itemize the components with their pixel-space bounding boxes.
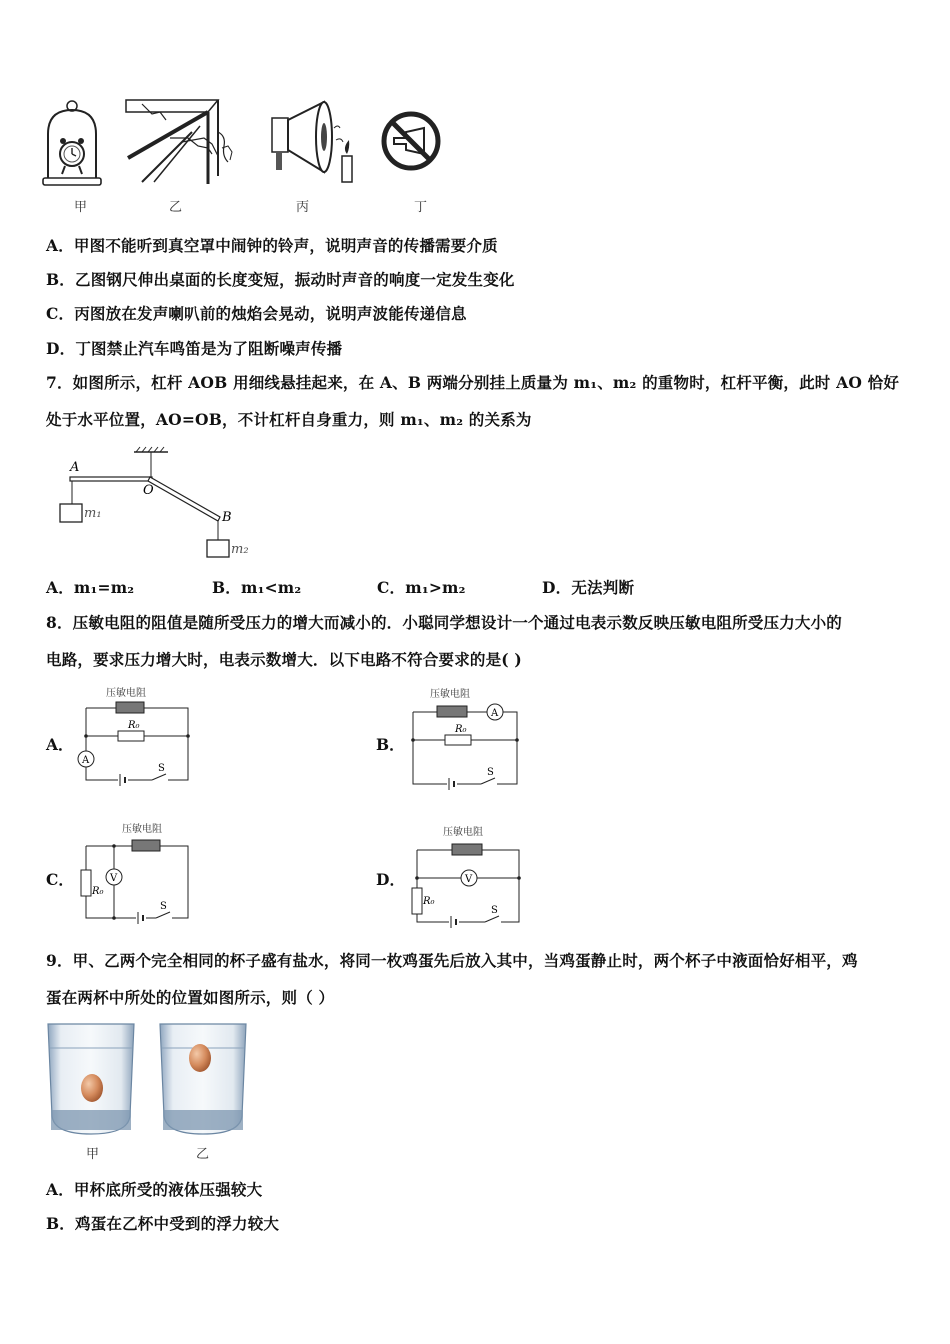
q9-caption-jia: 甲 bbox=[86, 1147, 100, 1162]
ammeter-icon: A bbox=[491, 708, 499, 719]
circuit-d-figure bbox=[405, 822, 529, 928]
glass-jia-egg-figure bbox=[46, 1022, 136, 1138]
sensor-label: 压敏电阻 bbox=[106, 688, 146, 699]
q9-stem-line1: 9．甲、乙两个完全相同的杯子盛有盐水，将同一枚鸡蛋先后放入其中，当鸡蛋静止时，两个杯子中液面恰好相平，鸡 bbox=[46, 951, 858, 970]
sensor-label: 压敏电阻 bbox=[122, 824, 162, 835]
switch-label: S bbox=[487, 767, 494, 778]
q9-caption-yi: 乙 bbox=[196, 1147, 210, 1162]
ruler-desk-figure bbox=[122, 96, 240, 188]
speaker-candle-figure bbox=[268, 98, 358, 186]
q8-stem-line2: 电路，要求压力增大时，电表示数增大．以下电路不符合要求的是( ) bbox=[46, 650, 522, 669]
figure-caption-jia: 甲 bbox=[74, 200, 88, 215]
lever-label-a: A bbox=[70, 460, 80, 475]
q9-stem-line2: 蛋在两杯中所处的位置如图所示，则（ ） bbox=[46, 988, 335, 1007]
switch-label: S bbox=[158, 763, 165, 774]
q8-stem-line1: 8．压敏电阻的阻值是随所受压力的增大而减小的．小聪同学想设计一个通过电表示数反映压敏电阻所受压力大小的 bbox=[46, 613, 842, 632]
q6-option-b: B．乙图钢尺伸出桌面的长度变短，振动时声音的响度一定发生变化 bbox=[46, 270, 515, 289]
mass-label-m2: m₂ bbox=[231, 542, 249, 557]
q7-stem-line1: 7．如图所示，杠杆 AOB 用细线悬挂起来，在 A、B 两端分别挂上质量为 m₁、m₂ 的重物时，杠杆平衡，此时 AO 恰好 bbox=[46, 373, 900, 392]
q9-option-b: B．鸡蛋在乙杯中受到的浮力较大 bbox=[46, 1214, 280, 1233]
no-horn-sign-icon bbox=[380, 100, 442, 182]
q8-option-b-label: B． bbox=[376, 735, 405, 754]
figure-caption-ding: 丁 bbox=[414, 200, 428, 215]
r0-label: R₀ bbox=[92, 886, 104, 897]
q7-stem-line2: 处于水平位置，AO=OB，不计杠杆自身重力，则 m₁、m₂ 的关系为 bbox=[46, 410, 532, 429]
q9-option-a: A．甲杯底所受的液体压强较大 bbox=[46, 1180, 263, 1199]
q7-option-d: D．无法判断 bbox=[542, 578, 635, 597]
switch-label: S bbox=[160, 901, 167, 912]
q8-option-d-label: D． bbox=[376, 870, 405, 889]
lever-label-o: O bbox=[143, 483, 154, 498]
circuit-b-figure bbox=[405, 684, 529, 790]
bell-jar-clock-figure bbox=[40, 98, 105, 190]
switch-label: S bbox=[491, 905, 498, 916]
circuit-a-figure bbox=[72, 684, 196, 788]
lever-label-b: B bbox=[222, 510, 232, 525]
circuit-c-figure bbox=[72, 820, 196, 926]
sensor-label: 压敏电阻 bbox=[443, 827, 483, 838]
figure-caption-yi: 乙 bbox=[169, 200, 183, 215]
q6-option-c: C．丙图放在发声喇叭前的烛焰会晃动，说明声波能传递信息 bbox=[46, 304, 467, 323]
glass-yi-egg-figure bbox=[158, 1022, 248, 1138]
voltmeter-icon: V bbox=[110, 873, 118, 884]
q7-option-a: A．m₁=m₂ bbox=[46, 578, 135, 597]
q6-option-d: D．丁图禁止汽车鸣笛是为了阻断噪声传播 bbox=[46, 339, 343, 358]
q8-option-a-label: A． bbox=[46, 735, 74, 754]
q8-option-c-label: C． bbox=[46, 870, 74, 889]
ammeter-icon: A bbox=[82, 755, 90, 766]
figure-caption-bing: 丙 bbox=[296, 200, 310, 215]
r0-label: R₀ bbox=[423, 896, 435, 907]
sensor-label: 压敏电阻 bbox=[430, 689, 470, 700]
mass-label-m1: m₁ bbox=[84, 506, 102, 521]
q7-option-b: B．m₁<m₂ bbox=[212, 578, 302, 597]
lever-aob-figure bbox=[50, 446, 270, 562]
voltmeter-icon: V bbox=[465, 874, 473, 885]
r0-label: R₀ bbox=[128, 720, 140, 731]
q7-option-c: C．m₁>m₂ bbox=[377, 578, 466, 597]
r0-label: R₀ bbox=[455, 724, 467, 735]
q6-option-a: A．甲图不能听到真空罩中闹钟的铃声，说明声音的传播需要介质 bbox=[46, 236, 498, 255]
